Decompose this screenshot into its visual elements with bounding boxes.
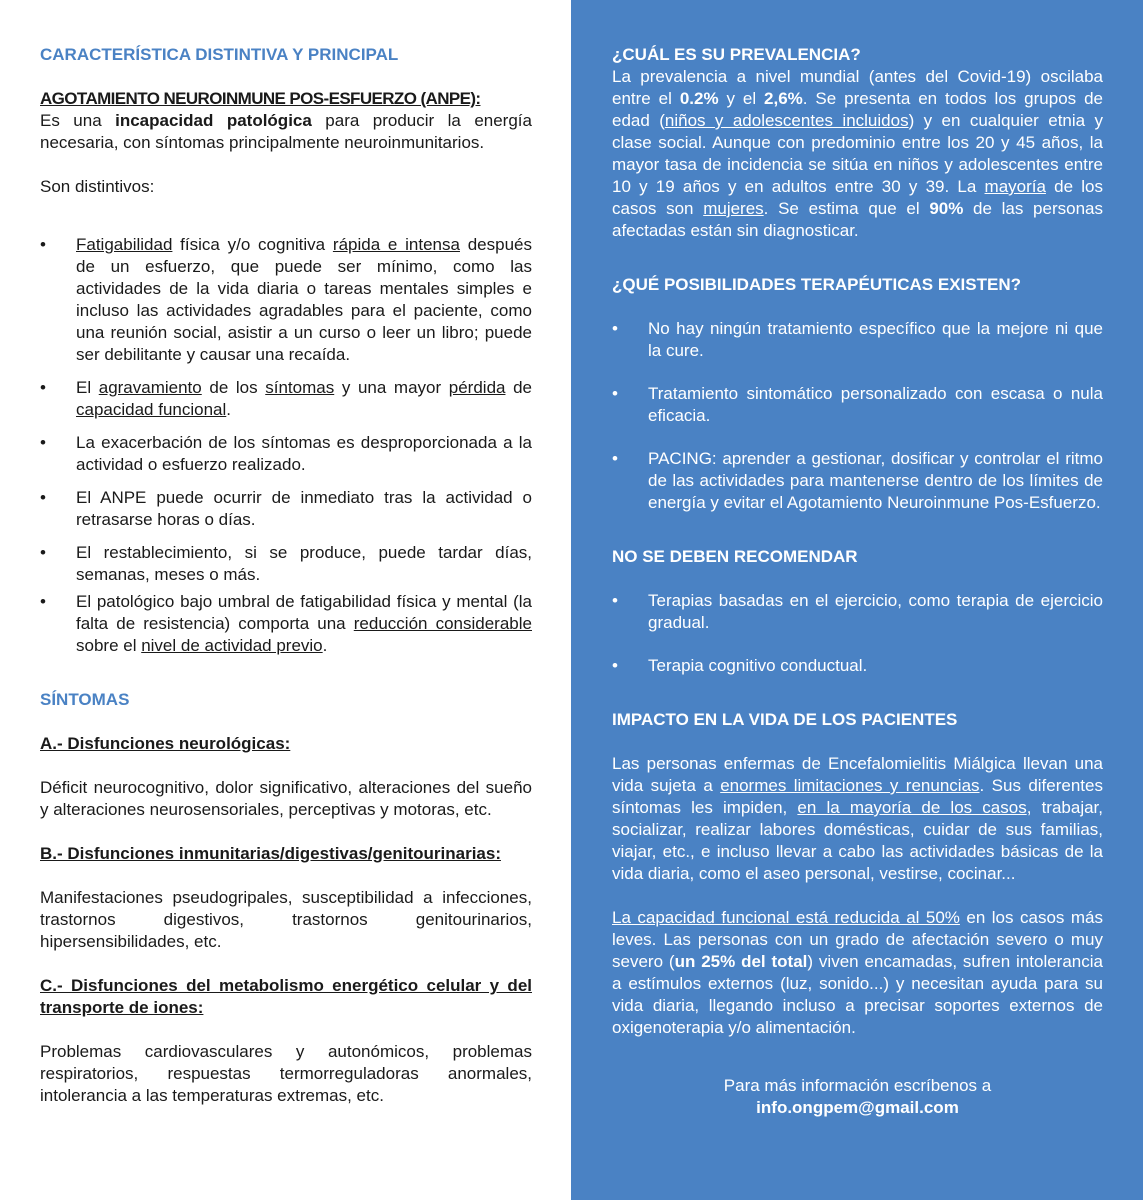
list-item: • Terapias basadas en el ejercicio, como terapia de ejercicio gradual. bbox=[612, 590, 1103, 634]
section-title-impacto: IMPACTO EN LA VIDA DE LOS PACIENTES bbox=[612, 710, 958, 729]
list-item: • El agravamiento de los síntomas y una mayor pérdida de capacidad funcional. bbox=[40, 377, 532, 421]
no-recomendar-list bbox=[612, 590, 1103, 677]
right-column bbox=[571, 0, 1143, 1200]
text-inmunitarias: Manifestaciones pseudogripales, susceptibilidad a infecciones, trastornos digestivos, trastornos genitourinarios, hipersensibilidades, etc. bbox=[40, 888, 532, 951]
section-title-no-recomendar: NO SE DEBEN RECOMENDAR bbox=[612, 547, 858, 566]
section-title-terapeuticas: ¿QUÉ POSIBILIDADES TERAPÉUTICAS EXISTEN? bbox=[612, 275, 1021, 294]
list-item: • El ANPE puede ocurrir de inmediato tras la actividad o retrasarse horas o días. bbox=[40, 487, 532, 531]
list-item: • Fatigabilidad física y/o cognitiva rápida e intensa después de un esfuerzo, que puede ser mínimo, como las actividades de la vida diaria o tareas mentales simples e incluso las actividades agradables para el paciente, como una reunión social, asistir a un curso o leer un libro; puede ser debilitante y causar una recaída. bbox=[40, 234, 532, 366]
subheading-neurologicas: A.- Disfunciones neurológicas: bbox=[40, 734, 291, 753]
anpe-definition: Es una incapacidad patológica para producir la energía necesaria, con síntomas principalmente neuroinmunitarios. bbox=[40, 111, 532, 152]
list-item: • No hay ningún tratamiento específico que la mejore ni que la cure. bbox=[612, 318, 1103, 362]
subheading-inmunitarias: B.- Disfunciones inmunitarias/digestivas/genitourinarias: bbox=[40, 844, 501, 863]
section-title-caracteristica: CARACTERÍSTICA DISTINTIVA Y PRINCIPAL bbox=[40, 45, 399, 64]
list-item: • PACING: aprender a gestionar, dosificar y controlar el ritmo de las actividades para mantenerse dentro de los límites de energía y evitar el Agotamiento Neuroinmune Pos-Esfuerzo. bbox=[612, 448, 1103, 514]
section-title-sintomas: SÍNTOMAS bbox=[40, 690, 130, 709]
list-item: • Terapia cognitivo conductual. bbox=[612, 655, 1103, 677]
contact-email[interactable]: info.ongpem@gmail.com bbox=[756, 1098, 959, 1117]
left-column bbox=[0, 0, 571, 1200]
terapeuticas-list bbox=[612, 318, 1103, 514]
list-item: • El patológico bajo umbral de fatigabilidad física y mental (la falta de resistencia) comporta una reducción considerable sobre el nivel de actividad previo. bbox=[40, 591, 532, 657]
text-metabolismo: Problemas cardiovasculares y autonómicos, problemas respiratorios, respuestas termorreguladoras anormales, intolerancia a las temperaturas extremas, etc. bbox=[40, 1042, 532, 1105]
text-neurologicas: Déficit neurocognitivo, dolor significativo, alteraciones del sueño y alteraciones neurosensoriales, perceptivas y motoras, etc. bbox=[40, 778, 532, 819]
anpe-heading: AGOTAMIENTO NEUROINMUNE POS-ESFUERZO (ANPE): bbox=[40, 89, 481, 108]
contact-line: Para más información escríbenos a bbox=[723, 1076, 992, 1095]
list-item: • El restablecimiento, si se produce, puede tardar días, semanas, meses o más. bbox=[40, 542, 532, 586]
distintivos-label: Son distintivos: bbox=[40, 177, 155, 196]
text-impacto-2: La capacidad funcional está reducida al 50% en los casos más leves. Las personas con un grado de afectación severo o muy severo (un 25% del total) viven encamadas, sufren intolerancia a estímulos externos (luz, sonido...) y necesitan ayuda para su vida diaria, llegando incluso a precisar soportes externos de oxigenoterapia y/o alimentación. bbox=[612, 908, 1103, 1037]
contact-block bbox=[612, 1075, 1103, 1119]
list-item: • La exacerbación de los síntomas es desproporcionada a la actividad o esfuerzo realizado. bbox=[40, 432, 532, 476]
text-prevalencia: La prevalencia a nivel mundial (antes del Covid-19) oscilaba entre el 0.2% y el 2,6%. Se presenta en todos los grupos de edad (niños y adolescentes incluidos) y en cualquier etnia y clase social. Aunque con predominio entre los 20 y 45 años, la mayor tasa de incidencia se sitúa en niños y adolescentes entre 10 y 19 años y en adultos entre 30 y 39. La mayoría de los casos son mujeres. Se estima que el 90% de las personas afectadas están sin diagnosticar. bbox=[612, 67, 1104, 240]
subheading-metabolismo: C.- Disfunciones del metabolismo energético celular y del transporte de iones: bbox=[40, 976, 532, 1017]
list-item: • Tratamiento sintomático personalizado con escasa o nula eficacia. bbox=[612, 383, 1103, 427]
text-impacto-1: Las personas enfermas de Encefalomielitis Miálgica llevan una vida sujeta a enormes limitaciones y renuncias. Sus diferentes síntomas les impiden, en la mayoría de los casos, trabajar, socializar, realizar labores domésticas, cuidar de sus familias, viajar, etc., e incluso llevar a cabo las actividades básicas de la vida diaria, como el aseo personal, vestirse, cocinar... bbox=[612, 754, 1103, 883]
distintivos-list bbox=[40, 234, 532, 657]
section-title-prevalencia: ¿CUÁL ES SU PREVALENCIA? bbox=[612, 45, 861, 64]
